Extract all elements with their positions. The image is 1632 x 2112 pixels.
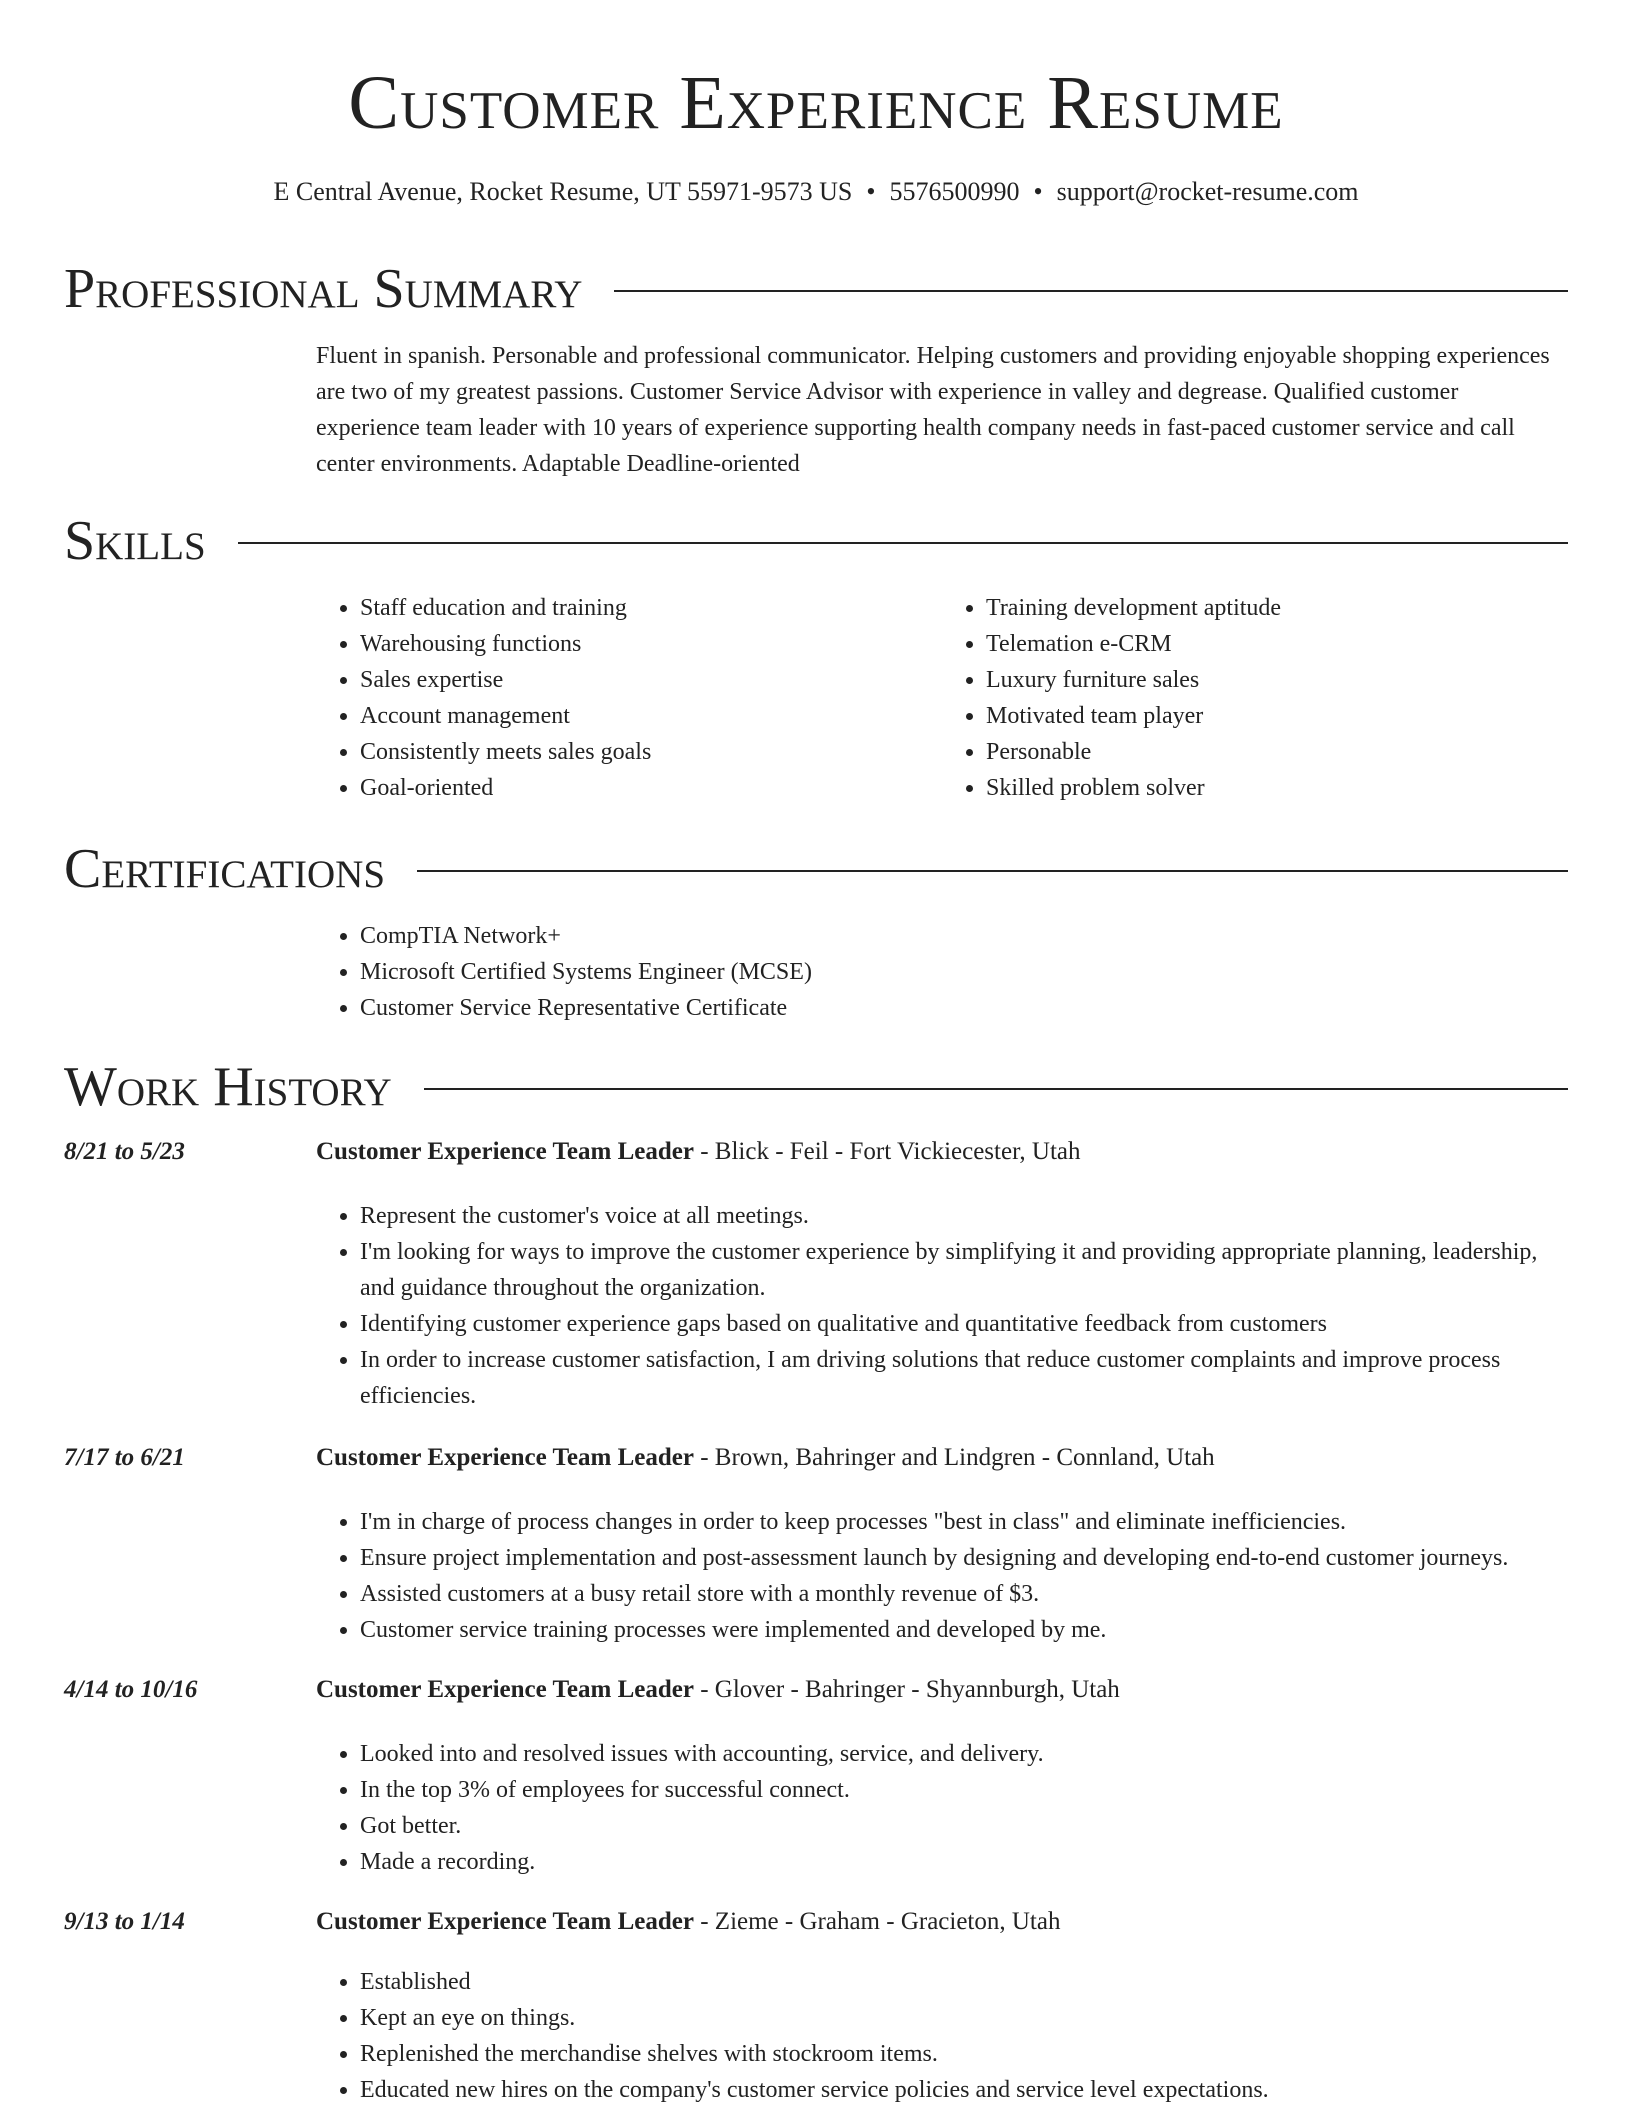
job-bullets	[316, 1964, 1568, 2108]
skill-item: • Account management	[360, 698, 942, 734]
job-bullets	[316, 1736, 1568, 1880]
skill-item: • Motivated team player	[986, 698, 1568, 734]
section-divider	[417, 870, 1568, 872]
job-title: Customer Experience Team Leader	[316, 1138, 694, 1165]
job-dates: 8/21 to 5/23	[64, 1138, 185, 1165]
job-bullet: • I'm in charge of process changes in order to keep processes "best in class" and eliminate inefficiencies.	[360, 1504, 1568, 1540]
certifications-list	[316, 918, 1568, 1026]
job-bullet: • Looked into and resolved issues with accounting, service, and delivery.	[360, 1736, 1568, 1772]
skills-list	[316, 590, 1568, 806]
job-bullet: • Assisted customers at a busy retail store with a monthly revenue of $3.	[360, 1576, 1568, 1612]
job-bullets	[316, 1198, 1568, 1414]
resume-title: Customer Experience Resume	[348, 61, 1284, 145]
skills-section-header	[64, 506, 1568, 576]
skill-item: • Personable	[986, 734, 1568, 770]
skill-item: • Luxury furniture sales	[986, 662, 1568, 698]
skill-item: • Consistently meets sales goals	[360, 734, 942, 770]
job-bullet: • Customer service training processes were implemented and developed by me.	[360, 1612, 1568, 1648]
phone: 5576500990	[889, 177, 1020, 206]
job-title: Customer Experience Team Leader	[316, 1676, 694, 1703]
section-heading: Skills	[64, 510, 206, 572]
job-dates: 7/17 to 6/21	[64, 1444, 185, 1471]
job-title: Customer Experience Team Leader	[316, 1908, 694, 1935]
job-employer: - Brown, Bahringer and Lindgren - Connland, Utah	[693, 1444, 1215, 1471]
section-heading: Professional Summary	[64, 258, 583, 320]
certification-item: • CompTIA Network+	[360, 918, 1568, 954]
skill-item: • Staff education and training	[360, 590, 942, 626]
skill-item: • Warehousing functions	[360, 626, 942, 662]
job-bullet: • I'm looking for ways to improve the customer experience by simplifying it and providing appropriate planning, leadership, and guidance throughout the organization.	[360, 1234, 1568, 1306]
separator: •	[866, 177, 876, 206]
contact-line	[0, 174, 1632, 210]
skills-column-right	[942, 590, 1568, 806]
job-dates: 9/13 to 1/14	[64, 1908, 185, 1935]
job-bullet: • Kept an eye on things.	[360, 2000, 1568, 2036]
job-title-line	[316, 1904, 1568, 1940]
job-bullet: • Educated new hires on the company's customer service policies and service level expectations.	[360, 2072, 1568, 2108]
job-bullet: • Replenished the merchandise shelves with stockroom items.	[360, 2036, 1568, 2072]
job-bullet: • Made a recording.	[360, 1844, 1568, 1880]
job-bullet: • Identifying customer experience gaps based on qualitative and quantitative feedback from customers	[360, 1306, 1568, 1342]
job-title-line	[316, 1134, 1568, 1170]
skill-item: • Training development aptitude	[986, 590, 1568, 626]
section-heading: Certifications	[64, 838, 386, 900]
section-divider	[424, 1088, 1568, 1090]
certifications-section-header	[64, 834, 1568, 904]
skill-item: • Sales expertise	[360, 662, 942, 698]
job-bullet: • In the top 3% of employees for successful connect.	[360, 1772, 1568, 1808]
certification-item: • Customer Service Representative Certificate	[360, 990, 1568, 1026]
section-divider	[238, 542, 1568, 544]
job-bullet: • Represent the customer's voice at all meetings.	[360, 1198, 1568, 1234]
job-title-line	[316, 1440, 1568, 1476]
skills-column-left	[316, 590, 942, 806]
job-bullet: • Ensure project implementation and post-assessment launch by designing and developing end-to-end customer journeys.	[360, 1540, 1568, 1576]
work-history-section-header	[64, 1052, 1568, 1122]
job-dates: 4/14 to 10/16	[64, 1676, 198, 1703]
skill-item: • Goal-oriented	[360, 770, 942, 806]
job-employer: - Zieme - Graham - Gracieton, Utah	[693, 1908, 1061, 1935]
separator: •	[1033, 177, 1043, 206]
job-bullet: • In order to increase customer satisfaction, I am driving solutions that reduce customer complaints and improve process efficiencies.	[360, 1342, 1568, 1414]
email: support@rocket-resume.com	[1056, 177, 1359, 206]
job-employer: - Blick - Feil - Fort Vickiecester, Utah	[693, 1138, 1081, 1165]
skill-item: • Telemation e-CRM	[986, 626, 1568, 662]
section-heading: Work History	[64, 1056, 392, 1118]
section-divider	[614, 290, 1568, 292]
summary-body	[316, 338, 1568, 482]
job-bullets	[316, 1504, 1568, 1648]
job-title: Customer Experience Team Leader	[316, 1444, 694, 1471]
job-bullet: • Got better.	[360, 1808, 1568, 1844]
address: E Central Avenue, Rocket Resume, UT 55971-9573 US	[273, 177, 853, 206]
job-bullet: • Established	[360, 1964, 1568, 2000]
summary-section-header	[64, 254, 1568, 324]
skill-item: • Skilled problem solver	[986, 770, 1568, 806]
summary-text: Fluent in spanish. Personable and professional communicator. Helping customers and providing enjoyable shopping experiences are two of my greatest passions. Customer Service Advisor with experience in valley and degrease. Qualified customer experience team leader with 10 years of experience supporting health company needs in fast-paced customer service and call center environments. Adaptable Deadline-oriented	[316, 343, 1550, 477]
job-title-line	[316, 1672, 1568, 1708]
job-employer: - Glover - Bahringer - Shyannburgh, Utah	[693, 1676, 1120, 1703]
certification-item: • Microsoft Certified Systems Engineer (MCSE)	[360, 954, 1568, 990]
